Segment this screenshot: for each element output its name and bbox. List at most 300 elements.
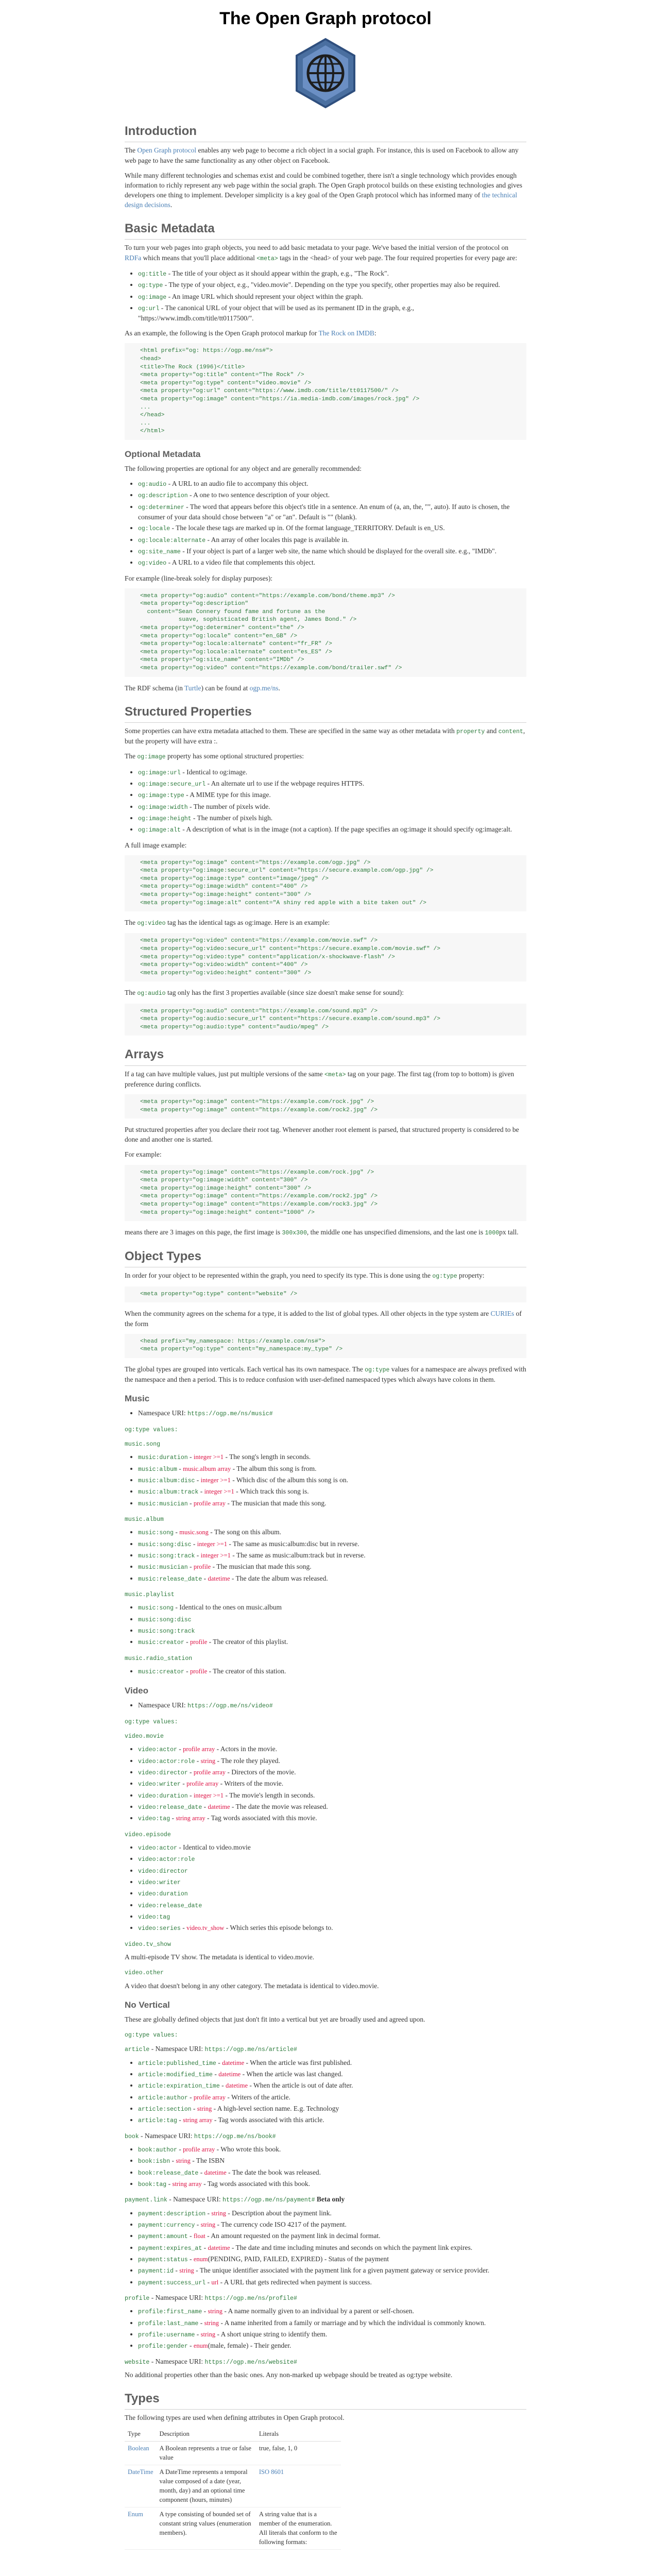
property-name: profile:gender: [138, 2343, 188, 2350]
property-description: - When the article was first published.: [244, 2058, 352, 2066]
property-description: - Tag words associated with this article.: [212, 2116, 324, 2124]
types-intro: The following types are used when defining attributes in Open Graph protocol.: [125, 2414, 345, 2422]
property-item: • video:duration - integer >=1 - The movie's length in seconds.: [138, 1790, 526, 1801]
property-item: • music:creator - profile - The creator of this station.: [138, 1666, 526, 1676]
property-description: - An amount requested on the payment link in decimal format.: [205, 2232, 381, 2240]
types-table: [125, 2428, 341, 2550]
property-name: og:type: [138, 282, 163, 290]
property-item: • music:creator - profile - The creator of this playlist.: [138, 1637, 526, 1647]
property-name: video:actor:role: [138, 1758, 195, 1765]
property-name: article:modified_time: [138, 2071, 213, 2078]
property-name: og:image:height: [138, 815, 192, 822]
video-other-label: video.other: [125, 1970, 164, 1977]
property-description: - Actors in the movie.: [215, 1745, 278, 1753]
property-type: string array: [172, 2180, 202, 2188]
property-item: • payment:status - enum(PENDING, PAID, FAILED, EXPIRED) - Status of the payment: [138, 2254, 526, 2264]
property-name: og:image:width: [138, 804, 188, 811]
property-description: - An alternate url to use if the webpage requires HTTPS.: [205, 779, 365, 787]
video-movie-property-list: [125, 1744, 526, 1823]
property-item: • payment:amount - float - An amount requested on the payment link in decimal format.: [138, 2231, 526, 2241]
article-property-list: [125, 2058, 526, 2126]
property-description: - A URL to an audio file to accompany this object.: [166, 480, 309, 488]
property-type: datetime: [208, 1574, 230, 1582]
property-name: article:tag: [138, 2117, 177, 2125]
property-item: • book:release_date - datetime - The date the book was released.: [138, 2167, 526, 2178]
property-type: string array: [176, 1815, 205, 1822]
section-heading-arrays: Arrays: [125, 1046, 526, 1065]
property-item: • payment:description - string - Description about the payment link.: [138, 2208, 526, 2218]
intro-paragraph-1: The Open Graph protocol enables any web page to become a rich object in a social graph. For instance, this is used on Facebook to allow any web page to have the same functionality as any other object on Facebook.: [125, 146, 519, 164]
property-type: enum: [193, 2342, 208, 2350]
property-description: - The creator of this playlist.: [207, 1638, 288, 1646]
audio-code-example: <meta property="og:audio" content="https://example.com/sound.mp3" /> <meta property="og:audio:secure_url" content="https://secure.example.com/sound.mp3" /> <meta property="og:audio:type" content="audio/mpeg" />: [125, 1004, 526, 1036]
arrays-code-example-2: <meta property="og:image" content="https://example.com/rock.jpg" /> <meta property="og:image:width" content="300" /> <meta property="og:image:height" content="300" /> <meta property="og:image" content="https://example.com/rock2.jpg" /> <meta property="og:image" content="https://example.com/rock3.jpg" /> <meta property="og:image:height" content="1000" />: [125, 1165, 526, 1221]
property-name: profile:first_name: [138, 2309, 202, 2316]
payment-property-list: [125, 2208, 526, 2287]
video-type-values-label: og:type values:: [125, 1718, 178, 1725]
property-description: - The musician that made this song.: [211, 1563, 312, 1571]
structured-paragraph: Some properties can have extra metadata attached to them. These are specified in the same way as other metadata with property and content, but the property will have extra :.: [125, 726, 525, 745]
property-type: string: [197, 2105, 212, 2112]
property-name: payment:description: [138, 2210, 206, 2217]
property-type: datetime: [218, 2070, 241, 2078]
property-name: video:tag: [138, 1816, 170, 1823]
property-type: datetime: [208, 1803, 230, 1811]
property-name: video:actor: [138, 1845, 177, 1852]
type-literals: A string value that is a member of the enumeration. All literals that conform to the following formats:: [256, 2507, 341, 2550]
book-property-list: [125, 2144, 526, 2189]
arrays-paragraph-3: For example:: [125, 1150, 162, 1159]
property-description: - The ISBN: [190, 2157, 225, 2165]
property-description: - The locale these tags are marked up in. Of the format language_TERRITORY. Default is en_US.: [170, 524, 445, 532]
property-type: music.album array: [183, 1465, 231, 1472]
property-type: string: [176, 2157, 191, 2165]
arrays-paragraph-2: Put structured properties after you declare their root tag. Whenever another root element is parsed, that structured property is considered to be done and another one is started.: [125, 1126, 519, 1144]
property-name: music:song:disc: [138, 1541, 192, 1548]
property-item: [138, 1625, 526, 1636]
object-types-code-2: <head prefix="my_namespace: https://example.com/ns#"> <meta property="og:type" content="my_namespace:my_type" />: [125, 1334, 526, 1358]
section-heading-introduction: Introduction: [125, 123, 526, 142]
property-description: - The date the album was released.: [230, 1574, 328, 1582]
property-item: • music:album - music.album array - The album this song is from.: [138, 1464, 526, 1474]
property-item: [138, 268, 526, 279]
property-name: music:creator: [138, 1669, 184, 1676]
property-name: video:writer: [138, 1781, 181, 1788]
property-type: integer >=1: [193, 1453, 224, 1461]
optional-property-list: [125, 479, 526, 568]
property-name: og:image: [138, 294, 167, 301]
property-description: - Writers of the article.: [226, 2093, 290, 2101]
property-name: og:site_name: [138, 548, 181, 555]
turtle-link[interactable]: Turtle: [184, 684, 201, 692]
property-description: - The type of your object, e.g., "video.movie". Depending on the type you specify, other properties may also be required.: [163, 281, 501, 289]
property-name: article:section: [138, 2106, 192, 2113]
property-description: - Identical to video.movie: [177, 1843, 251, 1852]
arrays-paragraph-1: If a tag can have multiple values, just put multiple versions of the same <meta> tag on your page. The first tag (from top to bottom) is given preference during conflicts.: [125, 1070, 515, 1088]
property-item: • book:isbn - string - The ISBN: [138, 2156, 526, 2166]
table-row: [125, 2465, 341, 2507]
property-description: - Tag words associated with this book.: [201, 2179, 311, 2188]
iso-8601-link[interactable]: ISO 8601: [259, 2468, 284, 2476]
property-description: - The date the book was released.: [226, 2168, 321, 2176]
property-item: • video:actor:role - string - The role they played.: [138, 1756, 526, 1766]
property-description: - The song on this album.: [208, 1528, 281, 1536]
property-name: music:album:track: [138, 1489, 199, 1496]
property-item: • music:release_date - datetime - The date the album was released.: [138, 1573, 526, 1584]
property-name: payment:amount: [138, 2233, 188, 2241]
property-description: - If your object is part of a larger web site, the name which should be displayed for the overall site. e.g., "IMDb".: [180, 547, 497, 555]
video-episode-property-list: [125, 1842, 526, 1934]
property-item: • music:song:track - integer >=1 - The same as music:album:track but in reverse.: [138, 1550, 526, 1561]
property-item: [138, 790, 526, 800]
property-description: - Which track this song is.: [234, 1487, 309, 1496]
property-type: profile array: [183, 1745, 215, 1753]
property-item: [138, 1877, 526, 1887]
property-type: integer >=1: [200, 1477, 231, 1484]
site-title: The Open Graph protocol: [219, 9, 432, 28]
property-description: - A high-level section name. E.g. Technology: [212, 2104, 339, 2112]
property-item: [138, 502, 526, 522]
property-name: video:release_date: [138, 1902, 202, 1909]
music-album-property-list: [125, 1527, 526, 1584]
property-item: [138, 1614, 526, 1624]
profile-property-list: [125, 2306, 526, 2351]
property-name: video:tag: [138, 1914, 170, 1921]
property-type: string: [204, 2319, 219, 2327]
basic-paragraph: To turn your web pages into graph objects, you need to add basic metadata to your page. We've based the initial version of the protocol on RDFa which means that you'll place additional <meta> tags in the <head> of your web page. The four required properties for every page are:: [125, 244, 518, 262]
property-name: og:title: [138, 270, 167, 278]
property-type: datetime: [222, 2059, 245, 2066]
object-types-paragraph-2: When the community agrees on the schema for a type, it is added to the list of global types. All other objects in the type system are CURIEs of the form: [125, 1310, 522, 1328]
property-item: • music:musician - profile - The musician that made this song.: [138, 1562, 526, 1572]
property-description: - A name normally given to an individual by a parent or self-chosen.: [222, 2307, 414, 2315]
property-name: music:song: [138, 1605, 174, 1612]
music-radio-property-list: [125, 1666, 526, 1676]
property-description: - The word that appears before this object's title in a sentence. An enum of (a, an, the, "", auto). If auto is chosen, the consumer of your data should chose between "a" or "an". Default is "" (blank).: [138, 502, 510, 521]
property-item: [138, 1888, 526, 1899]
property-item: [138, 557, 526, 568]
beta-badge: Beta only: [316, 2195, 345, 2204]
property-type: string array: [183, 2116, 213, 2124]
property-type: datetime: [208, 2244, 230, 2251]
property-type: string: [200, 2330, 216, 2338]
music-album-label: music.album: [125, 1516, 164, 1523]
property-description: - The date and time including minutes and seconds on which the payment link expires.: [230, 2243, 473, 2251]
property-name: music:musician: [138, 1564, 188, 1571]
property-name: payment:expires_at: [138, 2245, 202, 2252]
property-description: - The album this song is from.: [231, 1464, 317, 1472]
music-playlist-label: music.playlist: [125, 1591, 175, 1599]
property-item: • video:actor - profile array - Actors in the movie.: [138, 1744, 526, 1754]
image-code-example: <meta property="og:image" content="https://example.com/ogp.jpg" /> <meta property="og:image:secure_url" content="https://secure.example.com/ogp.jpg" /> <meta property="og:image:type" content="image/jpeg" /> <meta property="og:image:width" content="400" /> <meta property="og:image:height" content="300" /> <meta property="og:image:alt" content="A shiny red apple with a bite taken out" />: [125, 855, 526, 911]
property-item: • profile:gender - enum(male, female) - Their gender.: [138, 2341, 526, 2351]
music-song-label: music.song: [125, 1441, 161, 1448]
the-rock-imdb-link[interactable]: The Rock on IMDB: [318, 329, 374, 337]
music-playlist-property-list: [125, 1602, 526, 1647]
property-item: • music:song:disc - integer >=1 - The same as music:album:disc but in reverse.: [138, 1539, 526, 1549]
open-graph-logo-icon: [293, 37, 358, 109]
property-item: [138, 303, 526, 323]
no-vertical-type-values-label: og:type values:: [125, 2031, 178, 2039]
property-item: [138, 1842, 526, 1853]
column-header-description: Description: [157, 2428, 256, 2441]
property-name: payment:success_url: [138, 2279, 206, 2286]
arrays-code-example-1: <meta property="og:image" content="https://example.com/rock.jpg" /> <meta property="og:image" content="https://example.com/rock2.jpg" />: [125, 1094, 526, 1118]
property-description: - A MIME type for this image.: [184, 791, 271, 799]
property-description: - Directors of the movie.: [226, 1768, 296, 1776]
property-description: - A name inherited from a family or marriage and by which the individual is commonly known.: [219, 2318, 486, 2327]
section-heading-basic-metadata: Basic Metadata: [125, 220, 526, 240]
type-link-enum[interactable]: Enum: [128, 2511, 143, 2518]
property-name: og:image:secure_url: [138, 781, 206, 788]
type-link-datetime[interactable]: DateTime: [128, 2468, 153, 2476]
property-item: • payment:currency - string - The currency code ISO 4217 of the payment.: [138, 2219, 526, 2230]
optional-code-example: <meta property="og:audio" content="https://example.com/bond/theme.mp3" /> <meta property="og:description" content="Sean Connery found fame and fortune as the suave, sophisticated British agent, James Bond." /> <meta property="og:determiner" content="the" /> <meta property="og:locale" content="en_GB" /> <meta property="og:locale:alternate" content="fr_FR" /> <meta property="og:locale:alternate" content="es_ES" /> <meta property="og:site_name" content="IMDb" /> <meta property="og:video" content="https://example.com/bond/trailer.swf" />: [125, 588, 526, 677]
property-description: - The currency code ISO 4217 of the payment.: [215, 2220, 347, 2228]
property-description: - The title of your object as it should appear within the graph, e.g., "The Rock".: [166, 269, 389, 277]
property-type: string: [179, 2267, 194, 2275]
property-description: - The number of pixels wide.: [187, 802, 270, 810]
property-name: video:release_date: [138, 1804, 202, 1811]
arrays-paragraph-4: means there are 3 images on this page, the first image is 300x300, the middle one has unspecified dimensions, and the last one is 1000px tall.: [125, 1228, 519, 1237]
property-item: • payment:expires_at - datetime - The date and time including minutes and seconds on which the payment link expires.: [138, 2243, 526, 2253]
property-type: profile: [193, 1563, 211, 1571]
intro-paragraph-2: While many different technologies and schemas exist and could be combined together, there isn't a single technology which provides enough information to richly represent any web page within the social graph. The Open Graph protocol builds on these existing technologies and gives developers one thing to implement. Developer simplicity is a key goal of the Open Graph protocol which has informed many of the technical design decisions.: [125, 171, 523, 209]
property-type: video.tv_show: [186, 1924, 225, 1932]
property-name: video:duration: [138, 1792, 188, 1800]
property-description: (male, female) - Their gender.: [208, 2342, 292, 2350]
property-item: [138, 490, 526, 500]
main-content: [125, 123, 526, 2550]
property-name: video:director: [138, 1770, 188, 1777]
video-structured-intro: The og:video tag has the identical tags as og:image. Here is an example:: [125, 919, 330, 927]
property-description: - Writers of the movie.: [218, 1780, 284, 1788]
property-name: book:release_date: [138, 2170, 199, 2177]
image-property-list: [125, 767, 526, 835]
property-name: music:release_date: [138, 1575, 202, 1583]
property-item: [138, 1854, 526, 1864]
rdfa-link[interactable]: RDFa: [125, 253, 142, 262]
property-name: music:song:track: [138, 1628, 195, 1635]
property-description: - An array of other locales this page is available in.: [205, 535, 349, 544]
property-description: - The unique identifier associated with the payment link for a given payment gateway or service provider.: [194, 2266, 490, 2275]
property-type: profile array: [193, 2093, 226, 2101]
property-description: - When the article was last changed.: [241, 2070, 343, 2078]
property-type: integer >=1: [200, 1552, 231, 1560]
property-item: • article:author - profile array - Writers of the article.: [138, 2092, 526, 2103]
property-item: • music:album:track - integer >=1 - Which track this song is.: [138, 1486, 526, 1497]
property-item: • profile:username - string - A short unique string to identify them.: [138, 2329, 526, 2340]
property-item: • music:musician - profile array - The musician that made this song.: [138, 1498, 526, 1509]
ogp-ns-link[interactable]: ogp.me/ns: [249, 684, 279, 692]
property-description: - The canonical URL of your object that will be used as its permanent ID in the graph, e.g., "https://www.imdb.com/title/tt0117500/".: [138, 303, 414, 323]
property-type: datetime: [225, 2082, 248, 2090]
property-name: book:isbn: [138, 2158, 170, 2165]
image-structured-intro: The og:image property has some optional structured properties:: [125, 752, 304, 761]
property-description: - A URL to a video file that complements this object.: [166, 558, 316, 567]
property-item: [138, 280, 526, 290]
curies-link[interactable]: CURIEs: [490, 1310, 515, 1318]
column-header-literals: Literals: [256, 2428, 341, 2441]
property-type: string: [211, 2209, 226, 2217]
section-heading-optional-metadata: Optional Metadata: [125, 449, 201, 459]
property-item: • profile:last_name - string - A name inherited from a family or marriage and by which the individual is commonly known.: [138, 2318, 526, 2328]
property-type: profile array: [183, 2145, 215, 2153]
property-name: music:song: [138, 1530, 174, 1537]
property-item: • article:published_time - datetime - When the article was first published.: [138, 2058, 526, 2068]
basic-example-intro: As an example, the following is the Open Graph protocol markup for The Rock on IMDB:: [125, 329, 376, 337]
property-description: - A short unique string to identify them.: [215, 2330, 328, 2338]
table-row: [125, 2441, 341, 2465]
property-description: - Which series this episode belongs to.: [224, 1924, 333, 1932]
property-name: og:url: [138, 305, 160, 312]
video-tv-show-text: A multi-episode TV show. The metadata is identical to video.movie.: [125, 1953, 315, 1961]
column-header-type: Type: [125, 2428, 157, 2441]
type-description: A type consisting of bounded set of constant string values (enumeration members).: [157, 2507, 256, 2550]
section-heading-no-vertical: No Vertical: [125, 1999, 170, 2010]
section-heading-video: Video: [125, 1686, 148, 1696]
property-item: [138, 523, 526, 533]
property-name: music:creator: [138, 1639, 184, 1647]
video-code-example: <meta property="og:video" content="https://example.com/movie.swf" /> <meta property="og:video:secure_url" content="https://secure.example.com/movie.swf" /> <meta property="og:video:type" content="application/x-shockwave-flash" /> <meta property="og:video:width" content="400" /> <meta property="og:video:height" content="300" />: [125, 933, 526, 981]
no-vertical-paragraph: These are globally defined objects that just don't fit into a vertical but yet are broadly used and agreed upon.: [125, 2015, 425, 2023]
property-type: float: [193, 2232, 205, 2240]
optional-intro: The following properties are optional for any object and are generally recommended:: [125, 464, 362, 472]
property-name: music:musician: [138, 1500, 188, 1507]
property-description: - The creator of this station.: [207, 1667, 286, 1675]
property-type: integer >=1: [197, 1540, 227, 1548]
property-name: payment:status: [138, 2256, 188, 2263]
property-description: - An image URL which should represent your object within the graph.: [166, 292, 363, 300]
type-link-boolean[interactable]: Boolean: [128, 2444, 149, 2452]
property-name: video:actor: [138, 1747, 177, 1754]
property-item: • article:expiration_time - datetime - When the article is out of date after.: [138, 2080, 526, 2091]
property-description: - Who wrote this book.: [215, 2145, 281, 2153]
property-name: video:duration: [138, 1891, 188, 1898]
basic-property-list: [125, 268, 526, 323]
property-item: [138, 802, 526, 812]
property-name: article:author: [138, 2094, 188, 2102]
music-type-values-label: og:type values:: [125, 1426, 178, 1433]
property-type: integer >=1: [204, 1488, 234, 1496]
site-header: [0, 0, 651, 109]
property-name: article:published_time: [138, 2060, 216, 2067]
property-name: og:image:url: [138, 769, 181, 776]
property-description: - The number of pixels high.: [191, 814, 273, 822]
property-description: - The same as music:album:disc but in reverse.: [227, 1539, 359, 1548]
property-item: • article:section - string - A high-level section name. E.g. Technology: [138, 2104, 526, 2114]
property-description: - The role they played.: [215, 1756, 280, 1765]
property-name: profile:last_name: [138, 2320, 199, 2327]
property-description: - The movie's length in seconds.: [224, 1791, 315, 1799]
property-item: • music:duration - integer >=1 - The song's length in seconds.: [138, 1452, 526, 1462]
property-name: book:tag: [138, 2181, 167, 2188]
property-description: - A description of what is in the image (not a caption). If the page specifies an og:image it should specify og:image:alt.: [180, 825, 512, 834]
property-name: article:expiration_time: [138, 2083, 220, 2090]
property-type: profile: [190, 1638, 208, 1646]
property-description: - A URL that gets redirected when payment is success.: [218, 2278, 372, 2286]
property-name: book:author: [138, 2146, 177, 2154]
website-type-line: website - Namespace URI: https://ogp.me/ns/website#: [125, 2357, 297, 2366]
video-namespace: • Namespace URI: https://ogp.me/ns/video#: [138, 1700, 526, 1710]
article-type-line: article - Namespace URI: https://ogp.me/ns/article#: [125, 2045, 297, 2054]
full-image-example-label: A full image example:: [125, 841, 187, 849]
property-item: [138, 1900, 526, 1910]
property-type: profile array: [186, 1780, 219, 1788]
property-item: • video:director - profile array - Directors of the movie.: [138, 1767, 526, 1777]
property-description: - When the article is out of date after.: [248, 2081, 353, 2090]
types-table-header: [125, 2428, 341, 2441]
payment-link-type-line: payment.link - Namespace URI: https://ogp.me/ns/payment# Beta only: [125, 2195, 345, 2204]
property-description: - The date the movie was released.: [230, 1803, 328, 1811]
property-description: - Tag words associated with this movie.: [205, 1814, 317, 1822]
property-type: integer >=1: [193, 1791, 224, 1799]
open-graph-protocol-link[interactable]: Open Graph protocol: [137, 146, 197, 155]
property-description: (PENDING, PAID, FAILED, EXPIRED) - Status of the payment: [208, 2255, 389, 2263]
property-name: og:audio: [138, 481, 167, 488]
property-name: music:album:disc: [138, 1478, 195, 1485]
property-item: [138, 1602, 526, 1613]
property-item: [138, 535, 526, 545]
music-namespace: • Namespace URI: https://ogp.me/ns/music#: [138, 1408, 526, 1418]
table-row: [125, 2507, 341, 2550]
property-item: [138, 778, 526, 789]
property-description: - Which disc of the album this song is on.: [230, 1476, 348, 1484]
property-name: video:series: [138, 1925, 181, 1933]
property-type: profile array: [193, 1769, 226, 1776]
property-name: payment:currency: [138, 2222, 195, 2229]
music-song-property-list: [125, 1452, 526, 1509]
technical-design-decisions-link[interactable]: the technical design decisions: [125, 191, 518, 209]
property-name: og:determiner: [138, 504, 184, 511]
section-heading-structured-properties: Structured Properties: [125, 703, 526, 723]
object-types-code-1: <meta property="og:type" content="website" />: [125, 1286, 526, 1303]
property-item: • payment:id - string - The unique identifier associated with the payment link for a given payment gateway or service provider.: [138, 2265, 526, 2276]
rdf-schema-paragraph: The RDF schema (in Turtle) can be found at ogp.me/ns.: [125, 684, 280, 692]
section-heading-object-types: Object Types: [125, 1248, 526, 1267]
property-description: - Description about the payment link.: [226, 2209, 332, 2217]
video-other-text: A video that doesn't belong in any other category. The metadata is identical to video.movie.: [125, 1981, 379, 1990]
property-item: [138, 1866, 526, 1876]
property-description: - A one to two sentence description of your object.: [187, 491, 330, 499]
property-type: string: [208, 2308, 222, 2315]
section-heading-types: Types: [125, 2390, 526, 2410]
property-item: [138, 1911, 526, 1922]
property-item: • article:modified_time - datetime - When the article was last changed.: [138, 2069, 526, 2079]
property-name: og:locale: [138, 526, 170, 533]
property-type: string: [200, 2221, 216, 2228]
section-heading-music: Music: [125, 1394, 150, 1404]
property-description: - The same as music:album:track but in reverse.: [230, 1551, 366, 1560]
type-description: A DateTime represents a temporal value composed of a date (year, month, day) and an optional time component (hours, minutes): [157, 2465, 256, 2507]
audio-structured-intro: The og:audio tag only has the first 3 properties available (since size doesn't make sense for sound):: [125, 989, 404, 997]
property-type: profile array: [193, 1499, 226, 1507]
property-item: • video:series - video.tv_show - Which series this episode belongs to.: [138, 1923, 526, 1933]
property-name: video:writer: [138, 1879, 181, 1887]
property-item: [138, 824, 526, 835]
property-item: [138, 767, 526, 777]
book-type-line: book - Namespace URI: https://ogp.me/ns/book#: [125, 2131, 276, 2140]
property-description: - Identical to the ones on music.album: [174, 1603, 282, 1612]
property-type: url: [211, 2278, 219, 2286]
property-item: • profile:first_name - string - A name normally given to an individual by a parent or self-chosen.: [138, 2306, 526, 2316]
property-name: music:album: [138, 1466, 177, 1473]
property-type: enum: [193, 2255, 208, 2263]
property-name: og:locale:alternate: [138, 537, 206, 544]
video-movie-label: video.movie: [125, 1733, 164, 1740]
property-name: music:duration: [138, 1454, 188, 1462]
property-name: music:song:track: [138, 1553, 195, 1560]
